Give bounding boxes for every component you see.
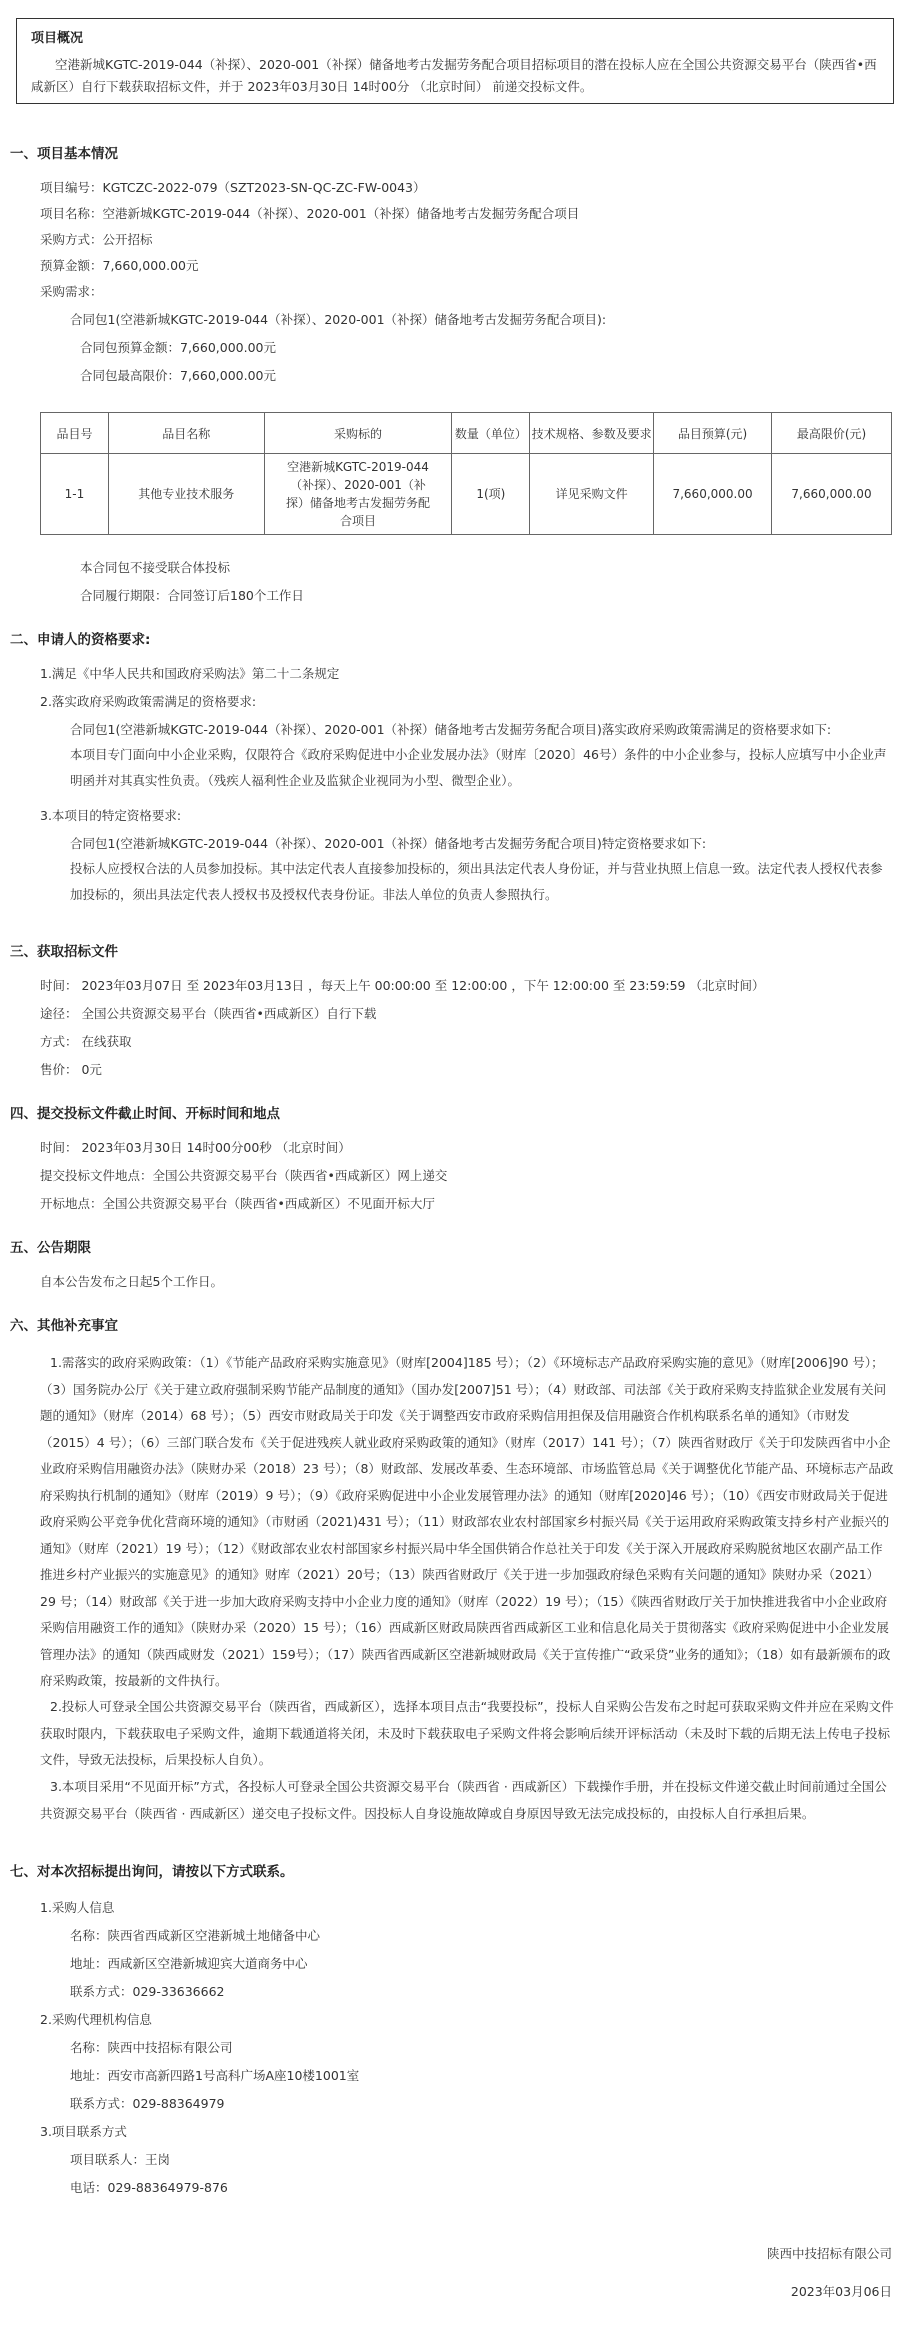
section5-heading: 五、公告期限 (10, 1240, 91, 1256)
buyer-phone: 联系方式：029-33636662 (70, 1984, 225, 1999)
cell-spec: 详见采购文件 (530, 454, 654, 535)
table-header-row (41, 413, 892, 454)
project-number: 项目编号：KGTCZC-2022-079（SZT2023-SN-QC-ZC-FW-0043） (40, 180, 426, 195)
items-table (40, 412, 892, 535)
no-consortium-note: 本合同包不接受联合体投标 (80, 560, 231, 575)
signature-date: 2023年03月06日 (790, 2284, 892, 2299)
deadline-time: 时间： 2023年03月30日 14时00分00秒 （北京时间） (40, 1140, 351, 1155)
section3-heading: 三、获取招标文件 (10, 944, 118, 960)
overview-text: 空港新城KGTC-2019-044（补探）、2020-001（补探）储备地考古发掘劳务配合项目招标项目的潜在投标人应在全国公共资源交易平台（陕西省•西咸新区）自行下载获取招标文件，并于 2023年03月30日 14时00分 （北京时间） 前递交投标文件。 (31, 57, 877, 94)
submit-place: 提交投标文件地点：全国公共资源交易平台（陕西省•西咸新区）网上递交 (40, 1168, 448, 1183)
qualification-3: 3.本项目的特定资格要求: (40, 808, 182, 823)
cell-quantity: 1(项) (452, 454, 530, 535)
contract-period: 合同履行期限：合同签订后180个工作日 (80, 588, 304, 603)
th-item-no: 品目号 (41, 413, 109, 454)
get-doc-mode: 方式： 在线获取 (40, 1034, 132, 1049)
section7-heading: 七、对本次招标提出询问，请按以下方式联系。 (10, 1864, 294, 1880)
agent-info-title: 2.采购代理机构信息 (40, 2012, 152, 2027)
project-contact-phone: 电话：029-88364979-876 (70, 2180, 228, 2195)
qualification-2-text: 本项目专门面向中小企业采购，仅限符合《政府采购促进中小企业发展办法》（财库〔2020〕46号）条件的中小企业参与，投标人应填写中小企业声明函并对其真实性负责。（残疾人福利性企业及监狱企业视同为小型、微型企业）。 (70, 747, 887, 788)
qualification-3-package: 合同包1(空港新城KGTC-2019-044（补探）、2020-001（补探）储备地考古发掘劳务配合项目)特定资格要求如下: (70, 836, 707, 851)
project-contact-title: 3.项目联系方式 (40, 2124, 127, 2139)
cell-target: 空港新城KGTC-2019-044（补探）、2020-001（补探）储备地考古发掘劳务配合项目 (264, 454, 452, 535)
agent-phone: 联系方式：029-88364979 (70, 2096, 225, 2111)
section4-heading: 四、提交投标文件截止时间、开标时间和地点 (10, 1106, 280, 1122)
signature-company: 陕西中技招标有限公司 (766, 2246, 892, 2261)
section6-heading: 六、其他补充事宜 (10, 1318, 118, 1334)
budget-amount: 预算金额：7,660,000.00元 (40, 258, 199, 273)
buyer-address: 地址：西咸新区空港新城迎宾大道商务中心 (70, 1956, 308, 1971)
th-max-price: 最高限价(元) (772, 413, 892, 454)
agent-name: 名称：陕西中技招标有限公司 (70, 2040, 233, 2055)
cell-item-name: 其他专业技术服务 (108, 454, 264, 535)
cell-max-price: 7,660,000.00 (772, 454, 892, 535)
th-item-name: 品目名称 (108, 413, 264, 454)
get-doc-time: 时间： 2023年03月07日 至 2023年03月13日 ，每天上午 00:00:00 至 12:00:00 ，下午 12:00:00 至 23:59:59 （北京时间） (40, 978, 765, 993)
qualification-2-package: 合同包1(空港新城KGTC-2019-044（补探）、2020-001（补探）储备地考古发掘劳务配合项目)落实政府采购政策需满足的资格要求如下: (70, 722, 832, 737)
get-doc-price: 售价： 0元 (40, 1062, 102, 1077)
notice-period: 自本公告发布之日起5个工作日。 (40, 1274, 223, 1289)
buyer-name: 名称：陕西省西咸新区空港新城土地储备中心 (70, 1928, 321, 1943)
qualification-1: 1.满足《中华人民共和国政府采购法》第二十二条规定 (40, 666, 340, 681)
th-spec: 技术规格、参数及要求 (530, 413, 654, 454)
th-target: 采购标的 (264, 413, 452, 454)
table-row (41, 454, 892, 535)
remote-opening-paragraph: 3.本项目采用“不见面开标”方式，各投标人可登录全国公共资源交易平台（陕西省 · 西咸新区）下载操作手册，并在投标文件递交截止时间前通过全国公共资源交易平台（陕西省 · 西咸新区）递交电子投标文件。因投标人自身设施故障或自身原因导致无法完成投标的，由投标人自行承担后果。 (40, 1779, 887, 1821)
bidding-note-paragraph: 2.投标人可登录全国公共资源交易平台（陕西省，西咸新区），选择本项目点击“我要投标”，投标人自采购公告发布之时起可获取采购文件并应在采购文件获取时限内，下载获取电子采购文件，逾期下载通道将关闭，未及时下载获取电子采购文件将会影响后续开评标活动（未及时下载的后期无法上传电子投标文件，导致无法投标，后果投标人自负）。 (40, 1699, 894, 1767)
section2-heading: 二、申请人的资格要求: (10, 632, 151, 648)
cell-item-no: 1-1 (41, 454, 109, 535)
th-budget: 品目预算(元) (654, 413, 772, 454)
project-name: 项目名称：空港新城KGTC-2019-044（补探）、2020-001（补探）储备地考古发掘劳务配合项目 (40, 206, 580, 221)
package-max-price: 合同包最高限价：7,660,000.00元 (80, 368, 276, 383)
cell-budget: 7,660,000.00 (654, 454, 772, 535)
contract-package: 合同包1(空港新城KGTC-2019-044（补探）、2020-001（补探）储备地考古发掘劳务配合项目): (70, 312, 607, 327)
qualification-2: 2.落实政府采购政策需满足的资格要求: (40, 694, 257, 709)
open-place: 开标地点：全国公共资源交易平台（陕西省•西咸新区）不见面开标大厅 (40, 1196, 435, 1211)
project-contact-person: 项目联系人：王岗 (70, 2152, 171, 2167)
section1-heading: 一、项目基本情况 (10, 146, 118, 162)
qualification-3-text: 投标人应授权合法的人员参加投标。其中法定代表人直接参加投标的，须出具法定代表人身份证，并与营业执照上信息一致。法定代表人授权代表参加投标的，须出具法定代表人授权书及授权代表身份证。非法人单位的负责人参照执行。 (70, 861, 883, 902)
th-quantity: 数量（单位） (452, 413, 530, 454)
overview-title: 项目概况 (31, 31, 84, 46)
package-budget: 合同包预算金额：7,660,000.00元 (80, 340, 276, 355)
procurement-need: 采购需求： (40, 284, 103, 299)
procurement-method: 采购方式：公开招标 (40, 232, 153, 247)
agent-address: 地址：西安市高新四路1号高科广场A座10楼1001室 (70, 2068, 360, 2083)
project-overview-box (16, 18, 894, 104)
get-doc-way: 途径： 全国公共资源交易平台（陕西省•西咸新区）自行下载 (40, 1006, 377, 1021)
policy-paragraph: 1.需落实的政府采购政策：（1）《节能产品政府采购实施意见》（财库[2004]185 号）；（2）《环境标志产品政府采购实施的意见》（财库[2006]90 号）；（3）国务院办公厅《关于建立政府强制采购节能产品制度的通知》（国办发[2007]51 号）；（4）财政部、司法部《关于政府采购支持监狱企业发展有关问题的通知》（财库（2014）68 号）；（5）西安市财政局关于印发《关于调整西安市政府采购信用担保及信用融资合作机构联系名单的通知》（市财发（2015）4 号）；（6）三部门联合发布《关于促进残疾人就业政府采购政策的通知》（财库（2017）141 号）；（7）陕西省财政厅《关于印发陕西省中小企业政府采购信用融资办法》（陕财办采（2018）23 号）；（8）财政部、发展改革委、生态环境部、市场监管总局《关于调整优化节能产品、环境标志产品政府采购执行机制的通知》（财库（2019）9 号）；（9）《政府采购促进中小企业发展管理办法》的通知（财库[2020]46 号）；（10）《西安市财政局关于促进政府采购公平竞争优化营商环境的通知》（市财函（2021)431 号）；（11）财政部农业农村部国家乡村振兴局《关于运用政府采购政策支持乡村产业振兴的通知》（财库（2021）19 号）；（12）《财政部农业农村部国家乡村振兴局中华全国供销合作总社关于印发《关于深入开展政府采购脱贫地区农副产品工作推进乡村产业振兴的实施意见》的通知》财库（2021）20号；（13）陕西省财政厅《关于进一步加强政府绿色采购有关问题的通知》陕财办采（2021）29 号；（14）财政部《关于进一步加大政府采购支持中小企业力度的通知》（财库（2022）19 号）；（15）《陕西省财政厅关于加快推进我省中小企业政府采购信用融资工作的通知》（陕财办采（2020）15 号）；（16）西咸新区财政局陕西省西咸新区工业和信息化局关于贯彻落实《政府采购促进中小企业发展管理办法》的通知（陕西咸财发（2021）159号）；（17）陕西省西咸新区空港新城财政局《关于宣传推广“政采贷”业务的通知》；（18）如有最新颁布的政府采购政策，按最新的文件执行。 (40, 1355, 894, 1688)
buyer-info-title: 1.采购人信息 (40, 1900, 115, 1915)
